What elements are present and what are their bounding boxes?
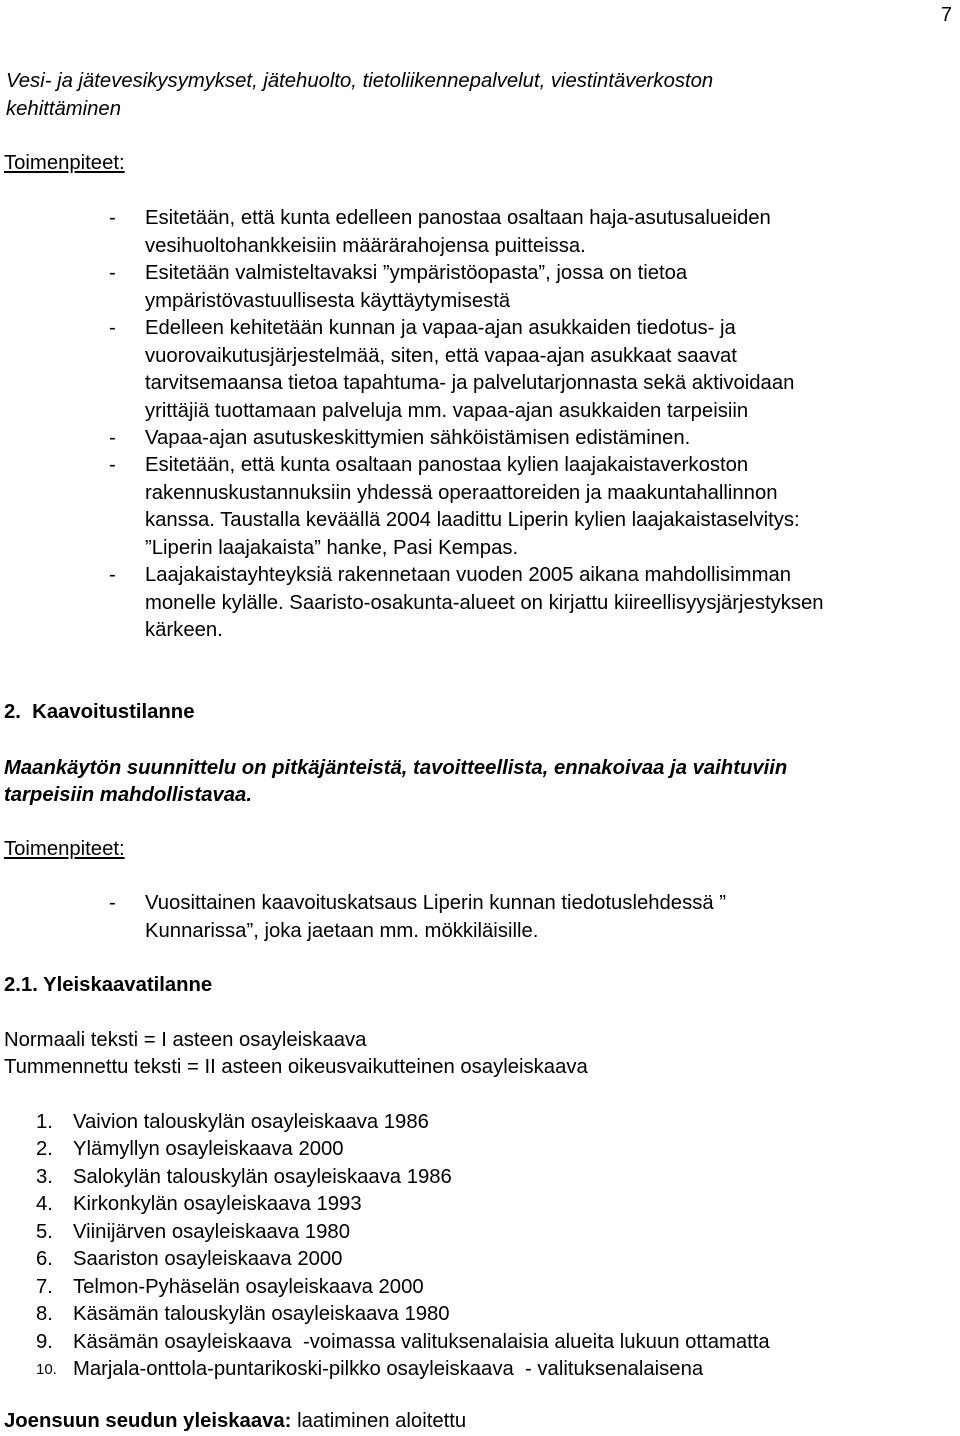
plan-item: Telmon-Pyhäselän osayleiskaava 2000 — [73, 1276, 424, 1298]
plan-number: 10. — [36, 1361, 57, 1378]
plan-number: 3. — [36, 1166, 53, 1188]
bullet-marker: - — [109, 564, 116, 586]
plan-item: Ylämyllyn osayleiskaava 2000 — [73, 1138, 344, 1160]
measures-label: Toimenpiteet: — [4, 838, 125, 860]
plan-item: Kirkonkylän osayleiskaava 1993 — [73, 1193, 362, 1215]
legend-line-2: Tummennettu teksti = II asteen oikeusvaikutteinen osayleiskaava — [4, 1056, 588, 1078]
measure-item: Vuosittainen kaavoituskatsaus Liperin kunnan tiedotuslehdessä ” Kunnarissa”, joka jaetaan mm. mökkiläisille. — [145, 892, 727, 942]
section-2-heading: 2. Kaavoitustilanne — [4, 701, 195, 723]
bullet-marker: - — [109, 207, 116, 229]
plan-number: 2. — [36, 1138, 53, 1160]
section-2-1-heading: 2.1. Yleiskaavatilanne — [4, 974, 213, 996]
page-number: 7 — [940, 4, 952, 26]
measure-item: Edelleen kehitetään kunnan ja vapaa-ajan asukkaiden tiedotus- ja vuorovaikutusjärjestelmää, siten, että vapaa-ajan asukkaat saavat tarvitsemaansa tietoa tapahtuma- ja palvelutarjonnasta sekä aktivoidaan yrittäjiä tuottamaan palveluja mm. vapaa-ajan asukkaiden tarpeisiin — [145, 317, 795, 422]
plan-item: Vaivion talouskylän osayleiskaava 1986 — [73, 1111, 429, 1133]
plan-item: Salokylän talouskylän osayleiskaava 1986 — [73, 1166, 452, 1188]
plan-item: Saariston osayleiskaava 2000 — [73, 1248, 343, 1270]
plan-number: 5. — [36, 1221, 53, 1243]
section-2-intro-line-2: tarpeisiin mahdollistavaa. — [4, 784, 252, 806]
bullet-marker: - — [109, 262, 116, 284]
plan-item: Käsämän osayleiskaava -voimassa valituksenalaisia alueita lukuun ottamatta — [73, 1331, 770, 1353]
measure-item: Esitetään valmisteltavaksi ”ympäristöopasta”, jossa on tietoa ympäristövastuullisesta käyttäytymisestä — [145, 262, 688, 312]
joensuu-plan-status: laatiminen aloitettu — [291, 1410, 467, 1432]
plan-number: 9. — [36, 1331, 53, 1353]
measure-item: Laajakaistayhteyksiä rakennetaan vuoden 2005 aikana mahdollisimman monelle kylälle. Saaristo-osakunta-alueet on kirjattu kiireellisyysjärjestyksen kärkeen. — [145, 564, 824, 641]
joensuu-plan-label: Joensuun seudun yleiskaava: — [4, 1410, 292, 1432]
measure-item: Esitetään, että kunta osaltaan panostaa kylien laajakaistaverkoston rakennuskustannuksiin yhdessä operaattoreiden ja maakuntahallinnon kanssa. Taustalla keväällä 2004 laadittu Liperin kylien laajakaistaselvitys: ”Liperin laajakaista” hanke, Pasi Kempas. — [145, 454, 800, 559]
joensuu-plan-line — [4, 1408, 466, 1436]
measures-label: Toimenpiteet: — [4, 152, 125, 174]
plan-number: 7. — [36, 1276, 53, 1298]
bullet-marker: - — [109, 892, 116, 914]
measure-item: Esitetään, että kunta edelleen panostaa osaltaan haja-asutusalueiden vesihuoltohankkeisiin määrärahojensa puitteissa. — [145, 207, 771, 257]
legend-line-1: Normaali teksti = I asteen osayleiskaava — [4, 1029, 367, 1051]
plan-number: 6. — [36, 1248, 53, 1270]
bullet-marker: - — [109, 454, 116, 476]
section-2-intro-line-1: Maankäytön suunnittelu on pitkäjänteistä, tavoitteellista, ennakoivaa ja vaihtuviin — [4, 757, 788, 779]
section-heading-line-2: kehittäminen — [6, 98, 121, 120]
section-heading-line-1: Vesi- ja jätevesikysymykset, jätehuolto, tietoliikennepalvelut, viestintäverkoston — [6, 70, 714, 92]
plan-number: 8. — [36, 1303, 53, 1325]
plan-item: Marjala-onttola-puntarikoski-pilkko osayleiskaava - valituksenalaisena — [73, 1358, 704, 1380]
bullet-marker: - — [109, 427, 116, 449]
bullet-marker: - — [109, 317, 116, 339]
plan-item: Viinijärven osayleiskaava 1980 — [73, 1221, 350, 1243]
measure-item: Vapaa-ajan asutuskeskittymien sähköistämisen edistäminen. — [145, 427, 691, 449]
plan-number: 1. — [36, 1111, 53, 1133]
plan-item: Käsämän talouskylän osayleiskaava 1980 — [73, 1303, 450, 1325]
plan-number: 4. — [36, 1193, 53, 1215]
